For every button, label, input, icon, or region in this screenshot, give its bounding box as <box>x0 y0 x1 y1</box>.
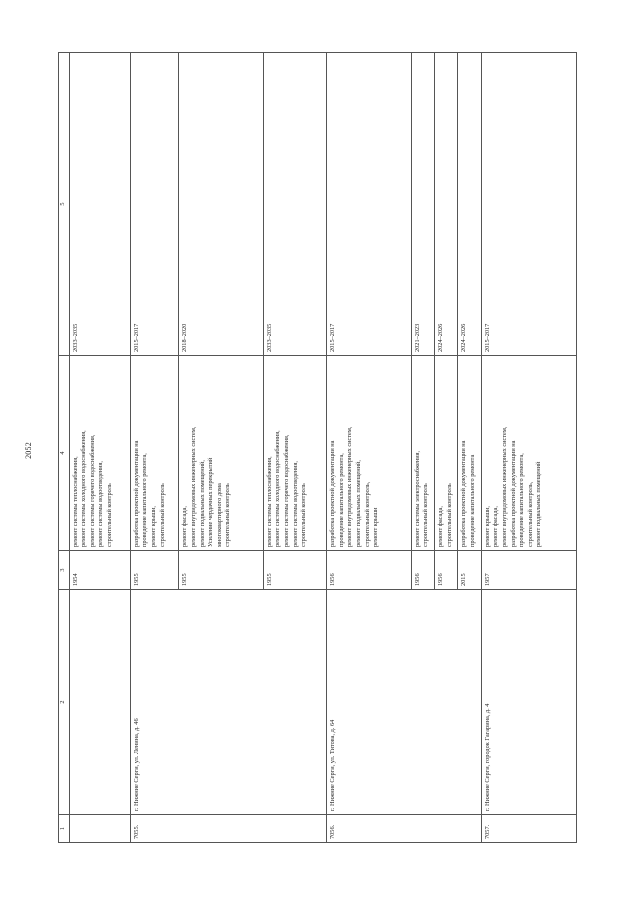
work-line: ремонт системы теплоснабжения, <box>71 456 79 547</box>
work-line: проведение капитального ремонта, <box>337 453 345 547</box>
work-line: ремонт подвальных помещений <box>535 461 543 547</box>
work-line: ремонт системы горячего водоснабжения, <box>283 434 290 547</box>
year-cell: 1954 <box>69 551 130 590</box>
work-line: разработка проектной документации на <box>509 440 517 547</box>
year-cell: 1956 <box>327 551 411 590</box>
work-line: строительный контроль <box>158 483 166 547</box>
work-line: строительный контроль <box>300 483 308 547</box>
works-cell <box>327 356 411 551</box>
period-cell: 2018–2020 <box>179 53 263 356</box>
table-row <box>327 53 411 843</box>
works-cell <box>458 356 481 551</box>
work-line: ремонт крыши, <box>483 505 491 547</box>
period-cell: 2015–2017 <box>327 53 411 356</box>
work-line: ремонт системы водоотведения, <box>291 461 299 547</box>
column-header: 2 <box>59 590 70 815</box>
period-cell: 2024–2026 <box>458 53 481 356</box>
works-cell <box>130 356 179 551</box>
page-number: 2052 <box>23 442 33 459</box>
address-cell: г. Нижние Серги, ул. Титова, д. 64 <box>327 590 482 815</box>
rotated-table-wrapper <box>58 78 577 843</box>
period-cell: 2015–2017 <box>481 53 576 356</box>
work-line: ремонт системы горячего водоснабжения, <box>88 434 96 547</box>
row-number <box>69 815 130 843</box>
work-line: ремонт подвальных помещений, <box>354 460 362 547</box>
year-cell: 1956 <box>411 551 434 590</box>
year-cell: 1956 <box>435 551 458 590</box>
column-header: 1 <box>59 815 70 843</box>
column-header: 3 <box>59 551 70 590</box>
works-cell <box>179 356 263 551</box>
row-number: 7056. <box>327 815 482 843</box>
address-cell: г. Нижние Серги, ул. Ленина, д. 46 <box>130 590 326 815</box>
work-line: строительный контроль <box>422 483 430 547</box>
work-line: проведение капитального ремонта, <box>141 453 149 547</box>
address-cell: г. Нижние Серги, городок Гагарина, д. 4 <box>481 590 576 815</box>
period-cell: 2015–2017 <box>130 53 179 356</box>
work-line: ремонт системы теплоснабжения, <box>265 456 273 547</box>
work-line: разработка проектной документации на <box>460 440 468 547</box>
work-line: строительный контроль <box>224 483 232 547</box>
work-line: ремонт фасада, <box>492 506 500 547</box>
year-cell: 1955 <box>263 551 326 590</box>
year-cell: 1955 <box>130 551 179 590</box>
work-line: строительный контроль <box>105 483 113 547</box>
work-line: многоквартирного дома <box>215 483 223 547</box>
header-row <box>59 53 70 843</box>
works-cell <box>435 356 458 551</box>
table-row <box>481 53 576 843</box>
work-line: строительный контроль, <box>526 481 534 547</box>
works-cell <box>69 356 130 551</box>
period-cell: 2024–2026 <box>435 53 458 356</box>
capital-repair-table <box>58 52 577 843</box>
period-cell: 2033–2035 <box>69 53 130 356</box>
works-cell <box>411 356 434 551</box>
work-line: ремонт внутридомовых инженерных систем, <box>501 426 509 547</box>
work-line: ремонт подвальных помещений, <box>198 460 206 547</box>
table-row <box>130 53 179 843</box>
work-line: ремонт системы водоотведения, <box>97 461 105 547</box>
year-cell: 2015 <box>458 551 481 590</box>
column-header: 4 <box>59 356 70 551</box>
address-cell <box>69 590 130 815</box>
work-line: ремонт крыши <box>372 507 380 547</box>
works-cell <box>481 356 576 551</box>
work-line: Усиление чердачных перекрытий <box>207 457 215 547</box>
table-row <box>69 53 130 843</box>
period-cell: 2021–2023 <box>411 53 434 356</box>
column-header: 5 <box>59 53 70 356</box>
row-number: 7057. <box>481 815 576 843</box>
work-line: ремонт фасада, <box>181 506 189 547</box>
work-line: ремонт системы холодного водоснабжения, <box>274 430 282 547</box>
work-line: ремонт внутридомовых инженерных систем, <box>346 426 354 547</box>
work-line: разработка проектной документации на <box>329 440 337 547</box>
year-cell: 1955 <box>179 551 263 590</box>
row-number: 7055. <box>130 815 326 843</box>
work-line: ремонт системы холодного водоснабжения, <box>80 430 88 547</box>
work-line: строительный контроль <box>445 483 453 547</box>
works-cell <box>263 356 326 551</box>
year-cell: 1957 <box>481 551 576 590</box>
work-line: ремонт крыши, <box>149 505 157 547</box>
period-cell: 2033–2035 <box>263 53 326 356</box>
work-line: ремонт системы электроснабжения, <box>413 450 421 547</box>
work-line: проведение капитального ремонта <box>469 454 477 547</box>
work-line: строительный контроль, <box>363 481 371 547</box>
work-line: проведение капитального ремонта, <box>518 453 526 547</box>
work-line: ремонт внутридомовых инженерных систем, <box>189 426 197 547</box>
work-line: разработка проектной документации на <box>132 440 140 547</box>
work-line: ремонт фасада, <box>437 506 445 547</box>
